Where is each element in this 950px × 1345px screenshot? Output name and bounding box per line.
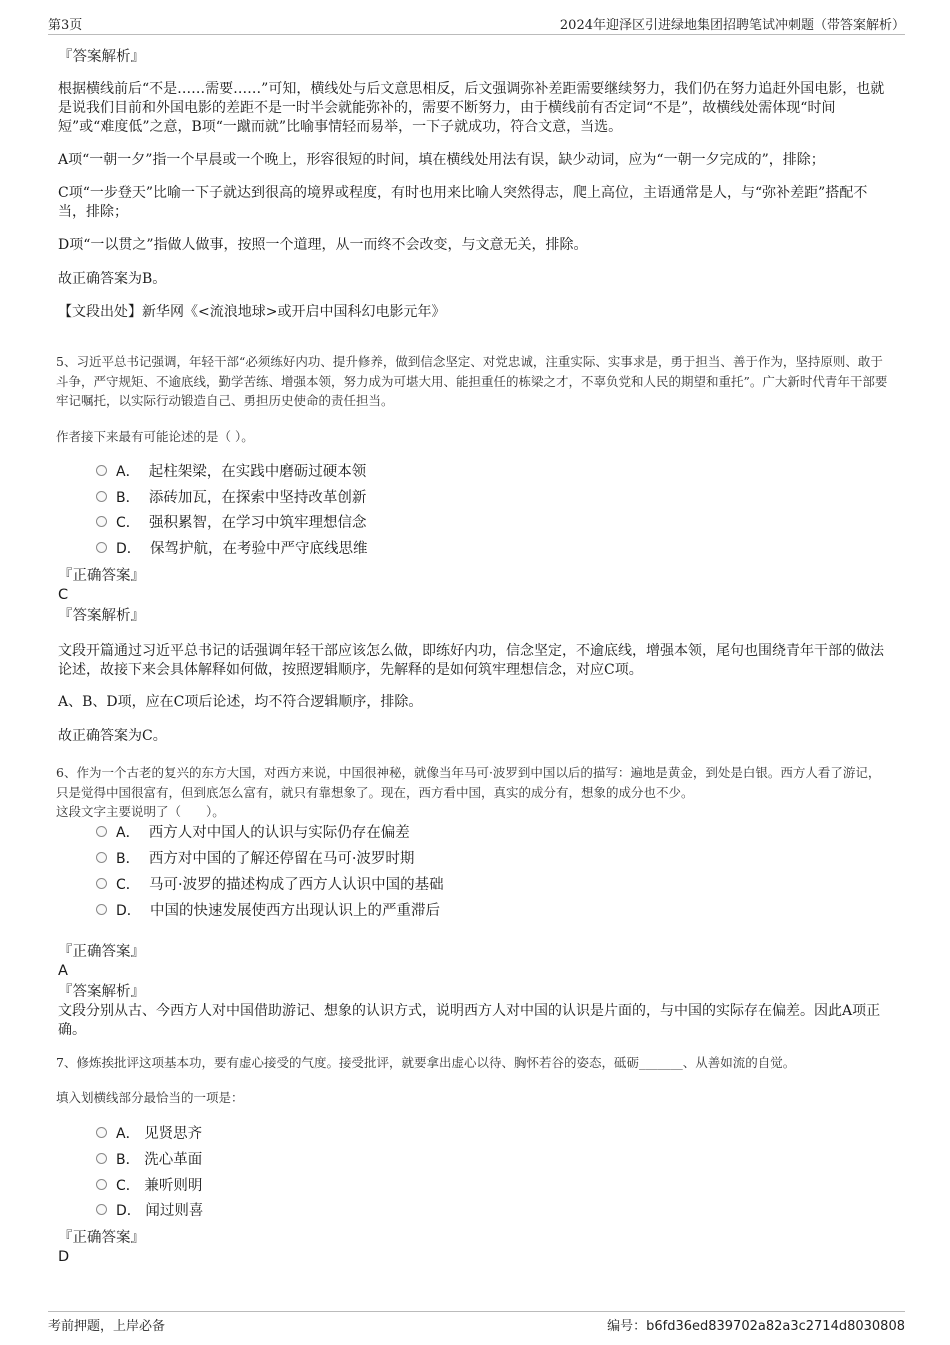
option-text: 洗心革面	[144, 1152, 203, 1168]
q6-option-a[interactable]	[96, 823, 796, 843]
q5-correct-answer: C	[58, 587, 69, 603]
q6-option-c[interactable]	[96, 875, 796, 895]
q5-correct-label: 『正确答案』	[58, 568, 145, 584]
radio-icon[interactable]	[96, 1204, 107, 1215]
q7-correct-answer: D	[58, 1249, 70, 1265]
option-letter: B．	[116, 490, 140, 506]
option-letter: D．	[116, 1203, 141, 1219]
option-letter: C．	[116, 877, 140, 893]
q6-correct-answer: A	[58, 963, 68, 979]
q4-analysis-label: 『答案解析』	[58, 49, 145, 65]
option-text: 保驾护航，在考验中严守底线思维	[150, 541, 368, 557]
q4-analysis-para-4: D项“一以贯之”指做人做事，按照一个道理，从一而终不会改变，与文意无关，排除。	[58, 237, 588, 253]
q6-ask: 这段文字主要说明了（ ）。	[56, 804, 225, 819]
radio-icon[interactable]	[96, 826, 107, 837]
radio-icon[interactable]	[96, 852, 107, 863]
option-letter: D．	[116, 541, 141, 557]
option-letter: A．	[116, 464, 140, 480]
radio-icon[interactable]	[96, 491, 107, 502]
option-text: 马可·波罗的描述构成了西方人认识中国的基础	[149, 877, 444, 893]
option-text: 起柱架梁，在实践中磨砺过硬本领	[148, 464, 367, 480]
radio-icon[interactable]	[96, 465, 107, 476]
q6-correct-label: 『正确答案』	[58, 944, 145, 960]
option-text: 闻过则喜	[145, 1203, 204, 1219]
q5-option-d[interactable]	[96, 539, 796, 559]
q4-analysis-para-5: 故正确答案为B。	[58, 271, 167, 287]
option-letter: C．	[116, 515, 140, 531]
q6-option-d[interactable]	[96, 901, 796, 921]
radio-icon[interactable]	[96, 904, 107, 915]
document-title: 2024年迎泽区引进绿地集团招聘笔试冲刺题（带答案解析）	[559, 18, 905, 33]
radio-icon[interactable]	[96, 1127, 107, 1138]
option-letter: A．	[116, 1126, 140, 1142]
radio-icon[interactable]	[96, 1153, 107, 1164]
option-text: 强积累智，在学习中筑牢理想信念	[149, 515, 367, 531]
q6-option-b[interactable]	[96, 849, 796, 869]
footer-slogan: 考前押题，上岸必备	[48, 1319, 166, 1334]
footer-code-value: b6fd36ed839702a82a3c2714d8030808	[646, 1319, 905, 1334]
page-header	[48, 14, 905, 35]
q5-analysis-para-3: 故正确答案为C。	[58, 728, 167, 744]
q5-option-a[interactable]	[96, 462, 796, 482]
q7-ask: 填入划横线部分最恰当的一项是：	[56, 1090, 244, 1105]
page-footer	[48, 1311, 905, 1335]
q5-analysis-para-1: 文段开篇通过习近平总书记的话强调年轻干部应该怎么做，即练好内功，信念坚定，不逾底线，增强本领，尾句也围绕青年干部的做法论述，故接下来会具体解释如何做，按照逻辑顺序，先解释的是如何筑牢理想信念，对应C项。	[58, 643, 884, 678]
radio-icon[interactable]	[96, 516, 107, 527]
footer-code	[607, 1315, 905, 1334]
option-text: 西方人对中国人的认识与实际仍存在偏差	[148, 825, 410, 841]
radio-icon[interactable]	[96, 878, 107, 889]
q6-analysis: 文段分别从古、今西方人对中国借助游记、想象的认识方式，说明西方人对中国的认识是片面的，与中国的实际存在偏差。因此A项正确。	[58, 1003, 881, 1038]
q4-analysis-para-3: C项“一步登天”比喻一下子就达到很高的境界或程度，有时也用来比喻人突然得志，爬上高位，主语通常是人，与“弥补差距”搭配不当，排除；	[58, 185, 868, 220]
option-letter: C．	[116, 1178, 140, 1194]
q7-option-b[interactable]	[96, 1150, 796, 1170]
q4-source: 【文段出处】新华网《<流浪地球>或开启中国科幻电影元年》	[58, 304, 446, 320]
q6-stem: 6、作为一个古老的复兴的东方大国，对西方来说，中国很神秘，就像当年马可·波罗到中国以后的描写：遍地是黄金，到处是白银。西方人看了游记，只是觉得中国很富有，但到底怎么富有，就只有靠想象了。现在，西方看中国，真实的成分有，想象的成分也不少。	[56, 765, 881, 800]
q7-correct-label: 『正确答案』	[58, 1230, 145, 1246]
q4-analysis-para-2: A项“一朝一夕”指一个早晨或一个晚上，形容很短的时间，填在横线处用法有误，缺少动词，应为“一朝一夕完成的”，排除；	[58, 152, 825, 168]
q5-stem: 5、习近平总书记强调，年轻干部“必须练好内功、提升修养，做到信念坚定、对党忠诚，注重实际、实事求是，勇于担当、善于作为，坚持原则、敢于斗争，严守规矩、不逾底线，勤学苦练、增强本领，努力成为可堪大用、能担重任的栋梁之才，不辜负党和人民的期望和重托”。广大新时代青年干部要牢记嘱托，以实际行动锻造自己、勇担历史使命的责任担当。	[56, 354, 888, 408]
option-letter: B．	[116, 1152, 140, 1168]
option-letter: B．	[116, 851, 140, 867]
q7-option-d[interactable]	[96, 1201, 796, 1221]
option-text: 添砖加瓦，在探索中坚持改革创新	[148, 490, 367, 506]
radio-icon[interactable]	[96, 542, 107, 553]
page-number: 第3页	[48, 18, 83, 33]
q5-analysis-para-2: A、B、D项，应在C项后论述，均不符合逻辑顺序，排除。	[58, 694, 423, 710]
q4-analysis-para-1: 根据横线前后“不是……需要……”可知，横线处与后文意思相反，后文强调弥补差距需要继续努力，我们仍在努力追赶外国电影，也就是说我们目前和外国电影的差距不是一时半会就能弥补的，需要不断努力，由于横线前有否定词“不是”，故横线处需体现“时间短”或“难度低”之意，B项“一蹴而就”比喻事情轻而易举，一下子就成功，符合文意，当选。	[58, 81, 885, 135]
radio-icon[interactable]	[96, 1179, 107, 1190]
option-letter: A．	[116, 825, 140, 841]
q6-analysis-label: 『答案解析』	[58, 984, 145, 1000]
q5-option-c[interactable]	[96, 513, 796, 533]
q7-option-c[interactable]	[96, 1176, 796, 1196]
option-text: 见贤思齐	[144, 1126, 203, 1142]
footer-code-label: 编号：	[607, 1319, 647, 1334]
q5-ask: 作者接下来最有可能论述的是（ ）。	[56, 429, 254, 444]
option-text: 西方对中国的了解还停留在马可·波罗时期	[148, 851, 415, 867]
option-text: 兼听则明	[144, 1178, 203, 1194]
option-letter: D．	[116, 903, 141, 919]
q5-option-b[interactable]	[96, 488, 796, 508]
option-text: 中国的快速发展使西方出现认识上的严重滞后	[150, 903, 440, 919]
q7-option-a[interactable]	[96, 1124, 796, 1144]
q5-analysis-label: 『答案解析』	[58, 608, 145, 624]
q7-stem: 7、修炼挨批评这项基本功，要有虚心接受的气度。接受批评，就要拿出虚心以待、胸怀若谷的姿态，砥砺_______、从善如流的自觉。	[56, 1055, 796, 1070]
